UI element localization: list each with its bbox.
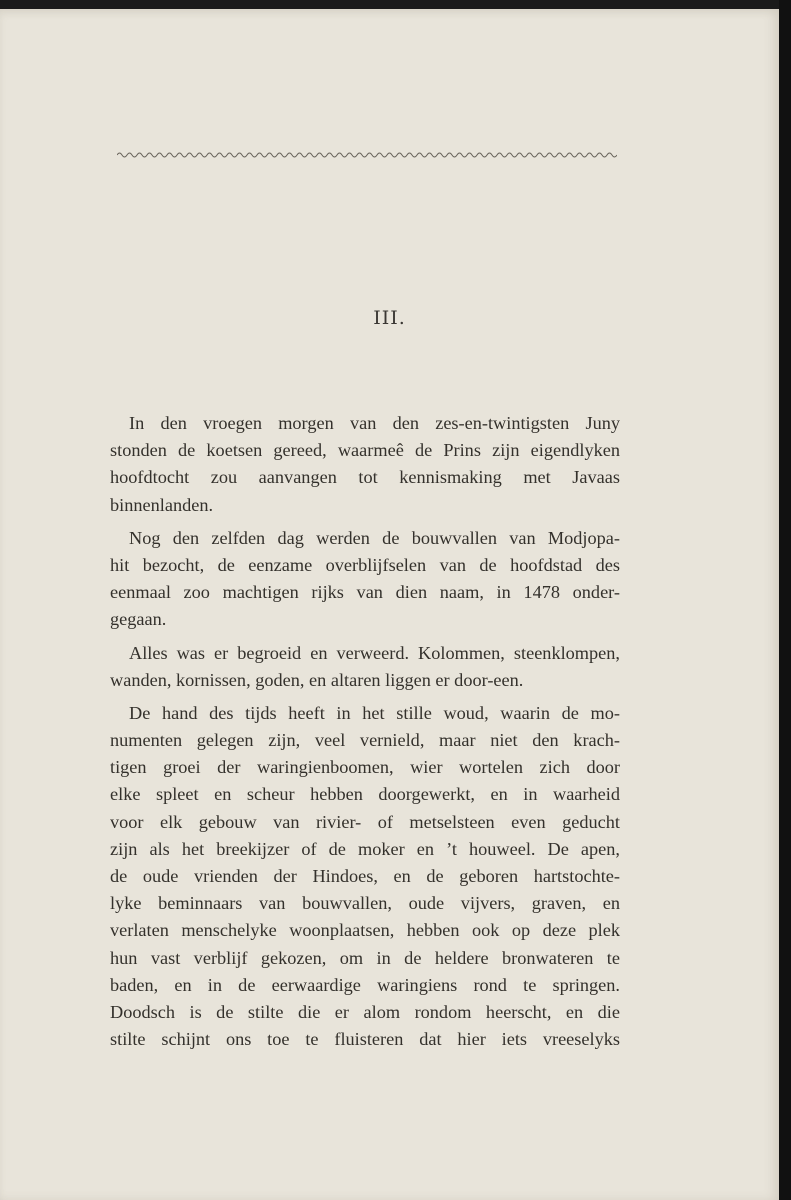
text-line: lyke beminnaars van bouwvallen, oude vijvers, graven, en [110, 893, 620, 914]
text-line: Nog den zelfden dag werden de bouwvallen van Modjopa- [129, 527, 620, 548]
text-line: hun vast verblijf gekozen, om in de heldere bronwateren te [110, 947, 620, 968]
text-line: Doodsch is de stilte die er alom rondom heerscht, en die [110, 1001, 620, 1022]
text-line: wanden, kornissen, goden, en altaren liggen er door-een. [110, 669, 524, 690]
text-line: hit bezocht, de eenzame overblijfselen van de hoofdstad des [110, 554, 620, 575]
text-line: In den vroegen morgen van den zes-en-twintigsten Juny [129, 413, 620, 433]
text-line: elke spleet en scheur hebben doorgewerkt, en in waarheid [110, 784, 620, 805]
text-line: stonden de koetsen gereed, waarmeê de Prins zijn eigendlyken [110, 440, 620, 461]
book-page [0, 9, 779, 1200]
text-line: tigen groei der waringienboomen, wier wortelen zich door [110, 757, 620, 778]
text-line: verlaten menschelyke woonplaatsen, hebben ook op deze plek [110, 920, 620, 941]
text-line: De hand des tijds heeft in het stille woud, waarin de mo- [129, 702, 620, 723]
chapter-heading: III. [373, 307, 406, 329]
wavy-rule-ornament [117, 149, 617, 161]
text-line: zijn als het breekijzer of de moker en ’t houweel. De apen, [110, 838, 620, 859]
body-text [110, 410, 620, 1053]
text-line: binnenlanden. [110, 494, 214, 515]
text-line: eenmaal zoo machtigen rijks van dien naam, in 1478 onder- [110, 582, 620, 603]
text-line: Alles was er begroeid en verweerd. Kolommen, steenklompen, [129, 642, 620, 663]
text-line: baden, en in de eerwaardige waringiens rond te springen. [110, 974, 620, 995]
text-line: de oude vrienden der Hindoes, en de geboren hartstochte- [110, 866, 620, 886]
text-line: numenten gelegen zijn, veel vernield, maar niet den krach- [110, 730, 620, 751]
page-edge-shadow [779, 0, 791, 1200]
text-line: voor elk gebouw van rivier- of metselsteen even geducht [110, 811, 620, 832]
text-line: hoofdtocht zou aanvangen tot kennismaking met Javaas [110, 467, 620, 488]
text-line: stilte schijnt ons toe te fluisteren dat hier iets vreeselyks [110, 1029, 620, 1050]
text-line: gegaan. [110, 609, 167, 630]
